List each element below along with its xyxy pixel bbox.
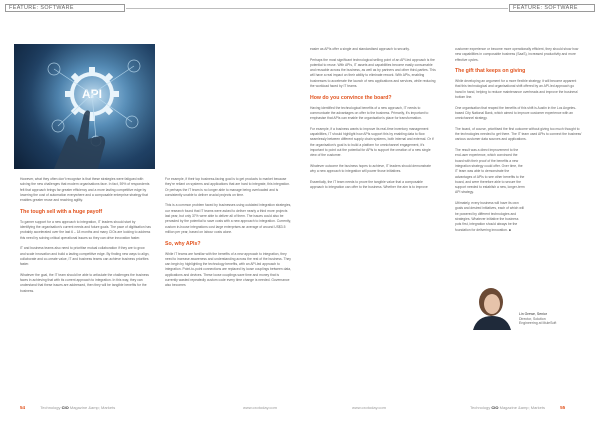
paragraph: Having identified the technological benefits of a new approach, IT needs to communicate the advantages on offer to the business. Primarily, it's important to emphasise that APIs can enable the organisation's place for transformation. [310,105,429,121]
header-rule-left [126,8,301,9]
paragraph: While IT teams are familiar with the benefits of a new approach to integration, they need to increase awareness and understanding across the rest of the business. They can begin by highlighting the technology benefits, with an API-led approach to integration. Point-to-point connections are replaced by loose couplings between data, applications and devices. These loose couplings save time and money that is currently wasted repeatedly custom code every time change is needed. Governance also becomes [165,251,292,288]
article-column-4 [455,47,582,238]
paragraph: While developing an argument for a more flexible strategy, it will become apparent that this technological and organisational shift offered by an API-led approach go hand in hand, helping to reduce maintenance overheads and improve the business' bottom line. [455,79,579,100]
footer-left [20,405,115,410]
paragraph: easier as APIs offer a single and standardised approach to security. [310,47,410,51]
paragraph: Whatever the goal, the IT team should be able to articulate the challenges the business faces in achieving that with its current approach to integration. In this way, they can understand that these issues are addressed, then they will be tangible benefits for the business. [20,272,149,293]
author-photo [461,282,517,330]
page-number-left: 54 [20,405,26,410]
paragraph: customer experience or become more operationally efficient, they should show how new capabilities in composable business (SaaS), increased productivity and more effective cycles. [455,47,579,62]
paragraph: Whatever outcome the business hopes to achieve, IT leaders should demonstrate why a new approach to integration will power those initiatives. [310,163,431,174]
author-name: Lin Grewe, Senior [519,312,548,316]
subheading: The tough sell with a huge payoff [20,208,103,215]
paragraph: Ultimately, every business will have its own goals and desired initiatives, each of which will be powered by different technologies and strategies. Whatever initiative the business puts first, integration should always be the foundation for delivering innovation. ■ [455,201,524,232]
paragraph: IT and business teams also need to prioritise mutual collaboration if they are to grow and scale innovation and build a lasting competitive edge. By finding new ways to align, collaborate and co-create value, IT and business teams can achieve business priorities faster. [20,246,150,267]
paragraph: One organisation that reaped the benefits of this shift is Austin in the Los Angeles-based City National Bank, which aimed to improve customer experience with an omnichannel strategy. [455,105,577,121]
author-byline [519,312,556,326]
article-column-1 [20,177,151,299]
paragraph: However, what they often don't recognise is that these strategies were fatigued with solving the new challenges that modern organisations face. In fact, 59% of respondents felt that approach brings far greater efficiency and a more lasting competitive edge by lowering the cost of automation everywhere and a composable enterprise strategy that enables greater reuse and reaching agility. [20,177,150,203]
article-column-3 [310,47,437,196]
api-label: API [81,87,103,101]
article-column-2 [165,177,292,294]
section-tag-right: FEATURE: SOFTWARE [509,4,595,12]
footer-right [470,405,565,410]
author-title: Engineering at MuleSoft [519,321,557,326]
brand-left: Technology CIO Magazine &amp; Markets [40,405,116,410]
paragraph: Perhaps the most significant technological selling point of an API-led approach is the potential to reuse. With APIs, IT assets and capabilities become easily consumable and reusable across the business, as well as by partners and other third-parties. This will have a real impact on their ability to eliminate rework. With APIs, enabling businesses to accelerate the launch of new applications and services, while reducing the workload faced by IT teams. [310,57,436,89]
header-rule-right [300,8,508,9]
paragraph: The board, of course, prioritised the first outcome without giving too much thought to the technologies needed to get there. The IT team used APIs to connect the business' various customer data sources and applications. [455,126,582,142]
paragraph: For example, if a business wants to improve its real-time inventory management capabilities, IT should highlight how APIs support this by enabling data to flow seamlessly between different supply chain systems, both internal and external. Or if the organisation's goal is to build a platform for omnichannel engagement, it's important to point out the potential for APIs to support the creation of a new single view of the customer. [310,126,434,158]
section-tag-left: FEATURE: SOFTWARE [5,4,125,12]
subheading: So, why APIs? [165,240,201,247]
hero-image-api [14,44,155,169]
paragraph: For example, if their top business-facing goal is to get products to market because they're reliant on systems and applications that are hard to integrate, this integration. Or perhaps the IT team is no longer able to manage being overloaded and is consistently unable to deliver crucial projects on time. [165,177,290,197]
subheading: The gift that keeps on giving [455,68,526,75]
author-title: Director, Solution [519,316,546,321]
api-illustration [14,44,155,169]
paragraph: The result was a direct improvement to the end-user experience, which convinced the board with their proof of the benefits a new integration strategy could offer. Over time, the IT team was able to demonstrate the advantages of APIs to see other benefits to the board, and were therefore able to secure the support needed to establish a new, longer-term API strategy. [455,148,525,195]
paragraph: To garner support for a new approach to integration, IT leaders should start by identifying the organisation's current needs and future goals. The pace of digitisation has probably accelerated over the last 6 – 18 months and many CIOs are looking to address this need by solving critical operational issues so they can drive innovation faster. [20,219,151,240]
subheading: How do you convince the board? [310,94,392,101]
page-number-right: 55 [560,405,566,410]
footer-url-left[interactable]: www.cxotoday.com [243,405,277,410]
paragraph: This is a common problem faced by businesses using outdated integration strategies, our research found that IT teams were asked to deliver nearly a third more projects last year, but only 37% were able to deliver all of them. The issues could also be pervaded by the potential to save costs with a new approach to integration. Currently, custom in-house integrations cost large enterprises an average of around US$3.5 million per year, based on labour costs alone. [165,203,292,234]
footer-url-right[interactable]: www.cxotoday.com [352,405,386,410]
brand-right: Technology CIO Magazine &amp; Markets [470,405,545,410]
paragraph: Essentially, the IT team needs to prove the tangible value that a composable approach to integration can offer to the business. Whether the aim is to improve [310,179,428,190]
